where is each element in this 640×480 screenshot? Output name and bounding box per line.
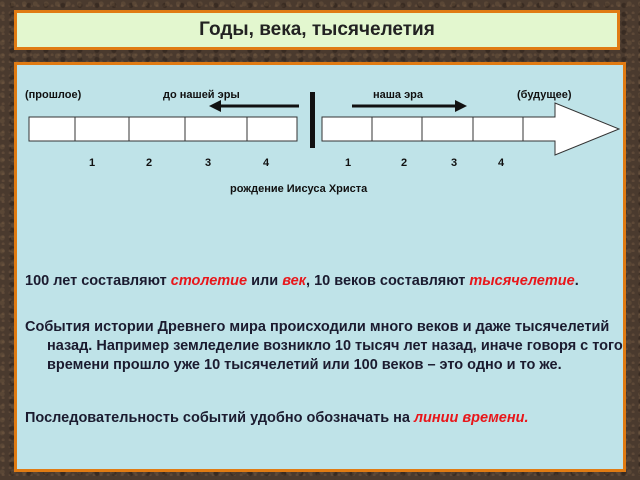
highlight-term: век: [282, 273, 307, 289]
era-divider: [310, 92, 315, 148]
bc-number: 3: [205, 157, 212, 169]
page-title: Годы, века, тысячелетия: [199, 19, 435, 40]
birth-label: рождение Иисуса Христа: [230, 183, 368, 195]
ad-number: 2: [401, 157, 408, 169]
text-segment: 100 лет составляют: [25, 273, 171, 289]
bc-strip: [29, 117, 297, 141]
ad-number: 1: [345, 157, 352, 169]
ad-number: 4: [498, 157, 505, 169]
text-segment: Последовательность событий удобно обозначать на: [25, 410, 415, 426]
title-banner: [14, 10, 620, 50]
paragraph-ancient-world: События истории Древнего мира происходили много веков и даже тысячелетий назад. Например земледелие возникло 10 тысяч лет назад, иначе говоря с того времени прошло уже 10 тысячелетий или 100 веков – это одно и то же.: [25, 319, 623, 373]
past-label: (прошлое): [25, 89, 82, 101]
bc-label: до нашей эры: [163, 89, 240, 101]
bc-arrow-head: [209, 100, 221, 112]
future-label: (будущее): [517, 89, 572, 101]
bc-number: 1: [89, 157, 96, 169]
text-segment: , 10 веков составляют: [306, 273, 470, 289]
ad-strip-arrow: [322, 103, 619, 155]
text-segment: или: [247, 273, 283, 289]
text-segment: .: [574, 273, 579, 289]
ad-number: 3: [451, 157, 458, 169]
highlight-term: тысячелетие: [469, 273, 575, 289]
highlight-term: столетие: [170, 273, 248, 289]
bc-number: 2: [146, 157, 153, 169]
ad-label: наша эра: [373, 89, 424, 101]
content-panel: [14, 62, 626, 472]
bc-number: 4: [263, 157, 270, 169]
paragraph-century: [25, 272, 640, 291]
paragraph-timeline: [25, 409, 640, 428]
ad-arrow-head: [455, 100, 467, 112]
highlight-term: линии времени.: [414, 410, 529, 426]
